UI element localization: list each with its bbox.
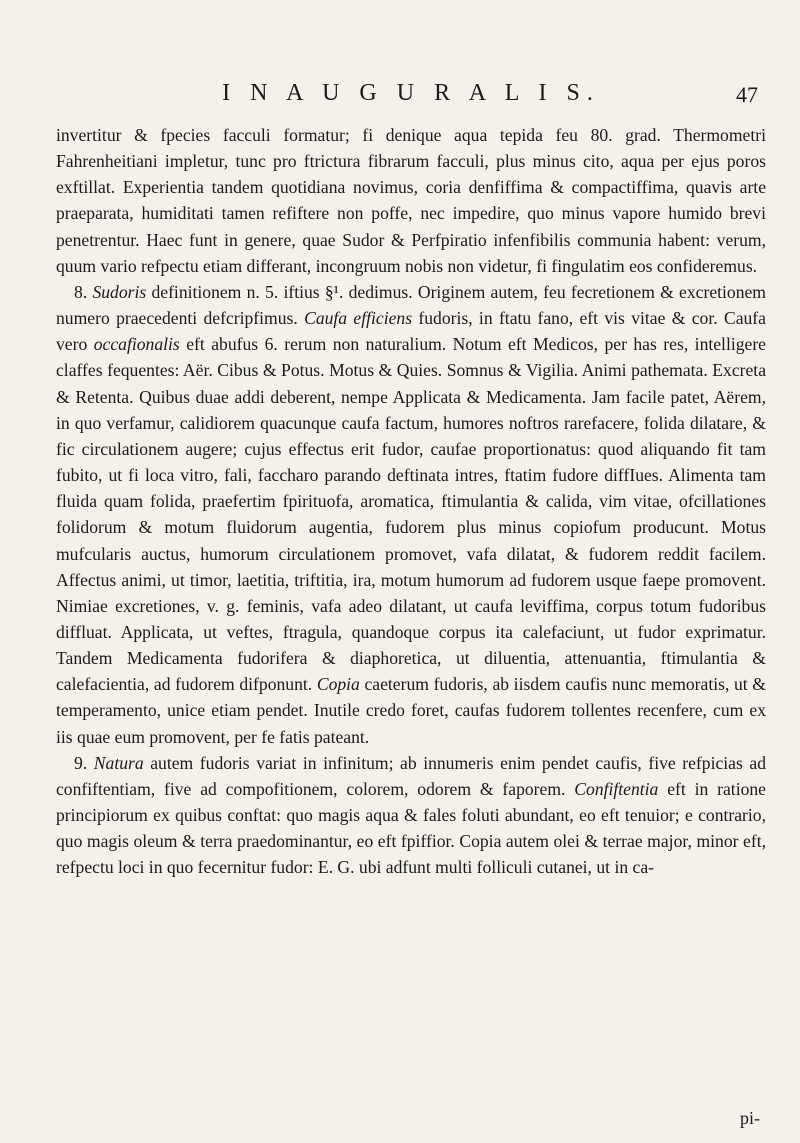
paragraph-text: caeterum fudoris, ab iisdem caufis nunc memoratis, ut & temperamento, unice etiam pendet. Inutile credo foret, caufas fudorem tollentes recenfere, cum ex iis quae eum promovent, per fe fatis pateant. [56, 674, 766, 747]
paragraph-text: eft in ratione principiorum ex quibus conftat: quo magis aqua & fales foluti abundant, eo eft tenuior; e contrario, quo magis oleum & terra praedominantur, eo eft fpiffior. Copia autem olei & terrae major, minor eft, refpectu loci in quo fecernitur fudor: E. G. ubi adfunt multi folliculi cutanei, ut in ca- [56, 778, 766, 878]
paragraph-text: definitionem n. 5. iftius §¹. dedimus. Originem autem, feu fecretionem & excretionem numero praecedenti defcripfimus. [56, 281, 766, 329]
paragraph-number: 8. [74, 281, 93, 302]
paragraph-text: invertitur & fpecies facculi formatur; fi denique aqua tepida feu 80. grad. Thermometri Fahrenheitiani impletur, tunc pro ftrictura fibrarum facculi, plus minus cito, aqua per ejus poros exftillat. Experientia tandem quotidiana novimus, coria denfiffima & compactiffima, quavis arte praeparata, humiditati tamen refiftere non poffe, nec impedire, quo minus vapore humido brevi penetrentur. Haec funt in genere, quae Sudor & Perfpiratio infenfibilis communia habent: verum, quum vario refpectu etiam differant, incongruum nobis non videtur, fi fingulatim eos confideremus. [56, 125, 766, 276]
term-occafionalis: occafionalis [93, 334, 180, 355]
paragraph-8 [56, 279, 766, 750]
running-head: I N A U G U R A L I S. [222, 80, 600, 106]
page-number: 47 [736, 82, 758, 107]
catchword: pi- [740, 1108, 760, 1128]
paragraph-9 [56, 750, 766, 881]
term-natura: Natura [93, 752, 144, 773]
paragraph-text: eft abufus 6. rerum non naturalium. Notum eft Medicos, per has res, intelligere claffes fequentes: Aër. Cibus & Potus. Motus & Quies. Somnus & Vigilia. Animi pathemata. Excreta & Retenta. Quibus duae addi deberent, nempe Applicata & Medicamenta. Jam facile patet, Aërem, in quo verfamur, calidiorem quacunque caufa factum, humores noftros rarefacere, folida dilatare, & fic circulationem augere; cujus effectus erit fudor, caufae proportionatus: quod aliquando fit tam fubito, ut fi loca vitro, fali, faccharo parando deftinata intres, ftatim fudore diffIues. Alimenta tam fluida quam folida, praefertim fpirituofa, aromatica, ftimulantia & calida, vim vitae, ofcillationes folidorum & motum fluidorum augentia, fudorem plus minus copiofum producunt. Motus mufcularis auctus, humorum circulationem promovet, vafa dilatat, & fudorem reddit facilem. Affectus animi, ut timor, laetitia, triftitia, ira, motum humorum ad fudorem usque faepe promovent. Nimiae excretiones, v. g. feminis, vafa adeo dilatant, ut caufa leviffima, corpus totum fudoribus diffluat. Applicata, ut veftes, ftragula, quandoque corpus ita calefaciunt, ut fudor exprimatur. Tandem Medicamenta fudorifera & diaphoretica, ut diluentia, attenuantia, ftimulantia & calefacientia, ad fudorem difponunt. [56, 334, 766, 695]
term-copia: Copia [316, 674, 360, 695]
body-text [56, 122, 766, 881]
paragraph-number: 9. [74, 752, 94, 773]
paragraph-text: autem fudoris variat in infinitum; ab innumeris enim pendet caufis, five refpicias ad confiftentiam, five ad compofitionem, colorem, odorem & faporem. [56, 752, 767, 799]
paragraph-7-continuation [56, 122, 766, 279]
term-sudoris: Sudoris [92, 281, 147, 302]
term-caufa-efficiens: Caufa efficiens [304, 308, 413, 329]
term-confiftentia: Confiftentia [574, 778, 659, 799]
paragraph-text: fudoris, in ftatu fano, eft vis vitae & cor. Caufa vero [56, 308, 766, 355]
page-header [56, 30, 766, 107]
